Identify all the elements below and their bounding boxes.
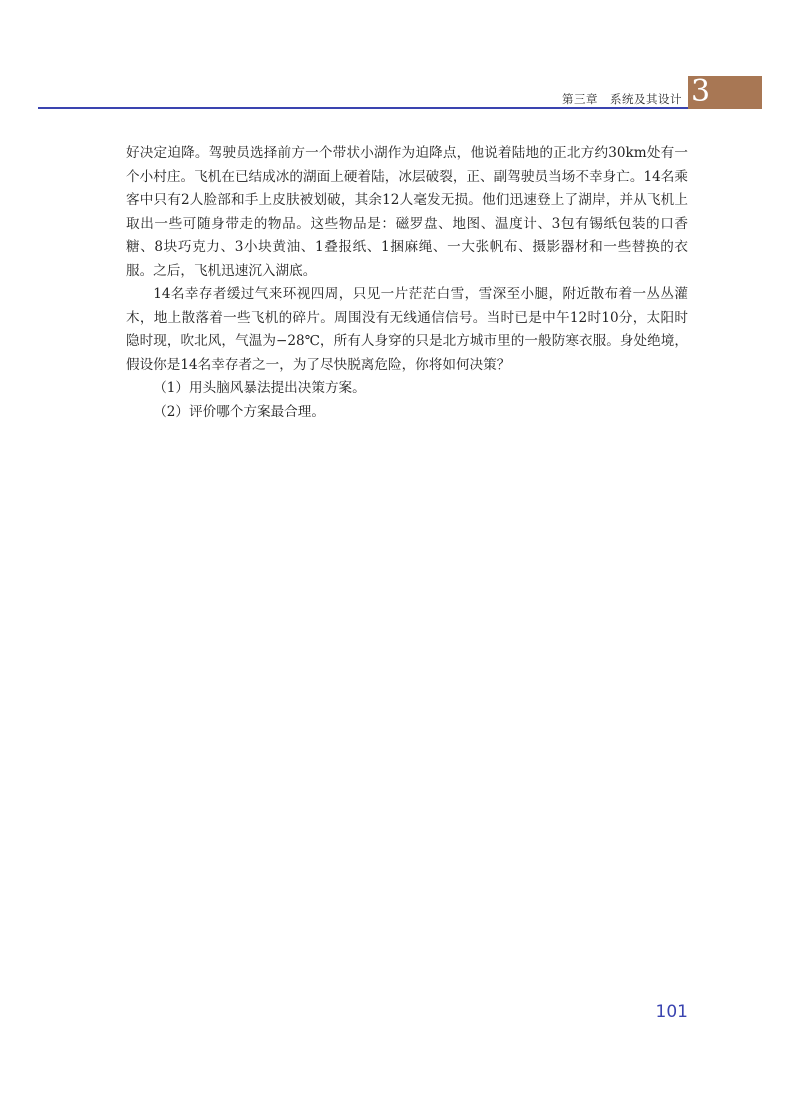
chapter-title: 系统及其设计 [610,92,682,106]
question-1: （1）用头脑风暴法提出决策方案。 [153,380,366,396]
page-header [0,0,800,110]
paragraph-continued: 好决定迫降。驾驶员选择前方一个带状小湖作为迫降点，他说着陆地的正北方约30km处有一个小村庄。飞机在已结成冰的湖面上硬着陆，冰层破裂，正、副驾驶员当场不幸身亡。14名乘客中只有2人脸部和手上皮肤被划破，其余12人毫发无损。他们迅速登上了湖岸，并从飞机上取出一些可随身带走的物品。这些物品是：磁罗盘、地图、温度计、3包有锡纸包装的口香糖、8块巧克力、3小块黄油、1叠报纸、1捆麻绳、一大张帆布、摄影器材和一些替换的衣服。之后，飞机迅速沉入湖底。 [126,145,688,279]
question-2: （2）评价哪个方案最合理。 [153,403,325,420]
paragraph-survivors: 14名幸存者缓过气来环视四周，只见一片茫茫白雪，雪深至小腿，附近散布着一丛丛灌木，地上散落着一些飞机的碎片。周围没有无线通信信号。当时已是中午12时10分，太阳时隐时现，吹北风，气温为−28℃，所有人身穿的只是北方城市里的一般防寒衣服。身处绝境，假设你是14名幸存者之一，为了尽快脱离危险，你将如何决策？ [126,286,688,373]
page-number: 101 [655,1002,688,1022]
chapter-label: 第三章 [562,92,598,106]
chapter-number: 3 [691,74,711,109]
header-rule [38,107,688,109]
running-head [562,91,682,107]
page-body [126,142,688,424]
